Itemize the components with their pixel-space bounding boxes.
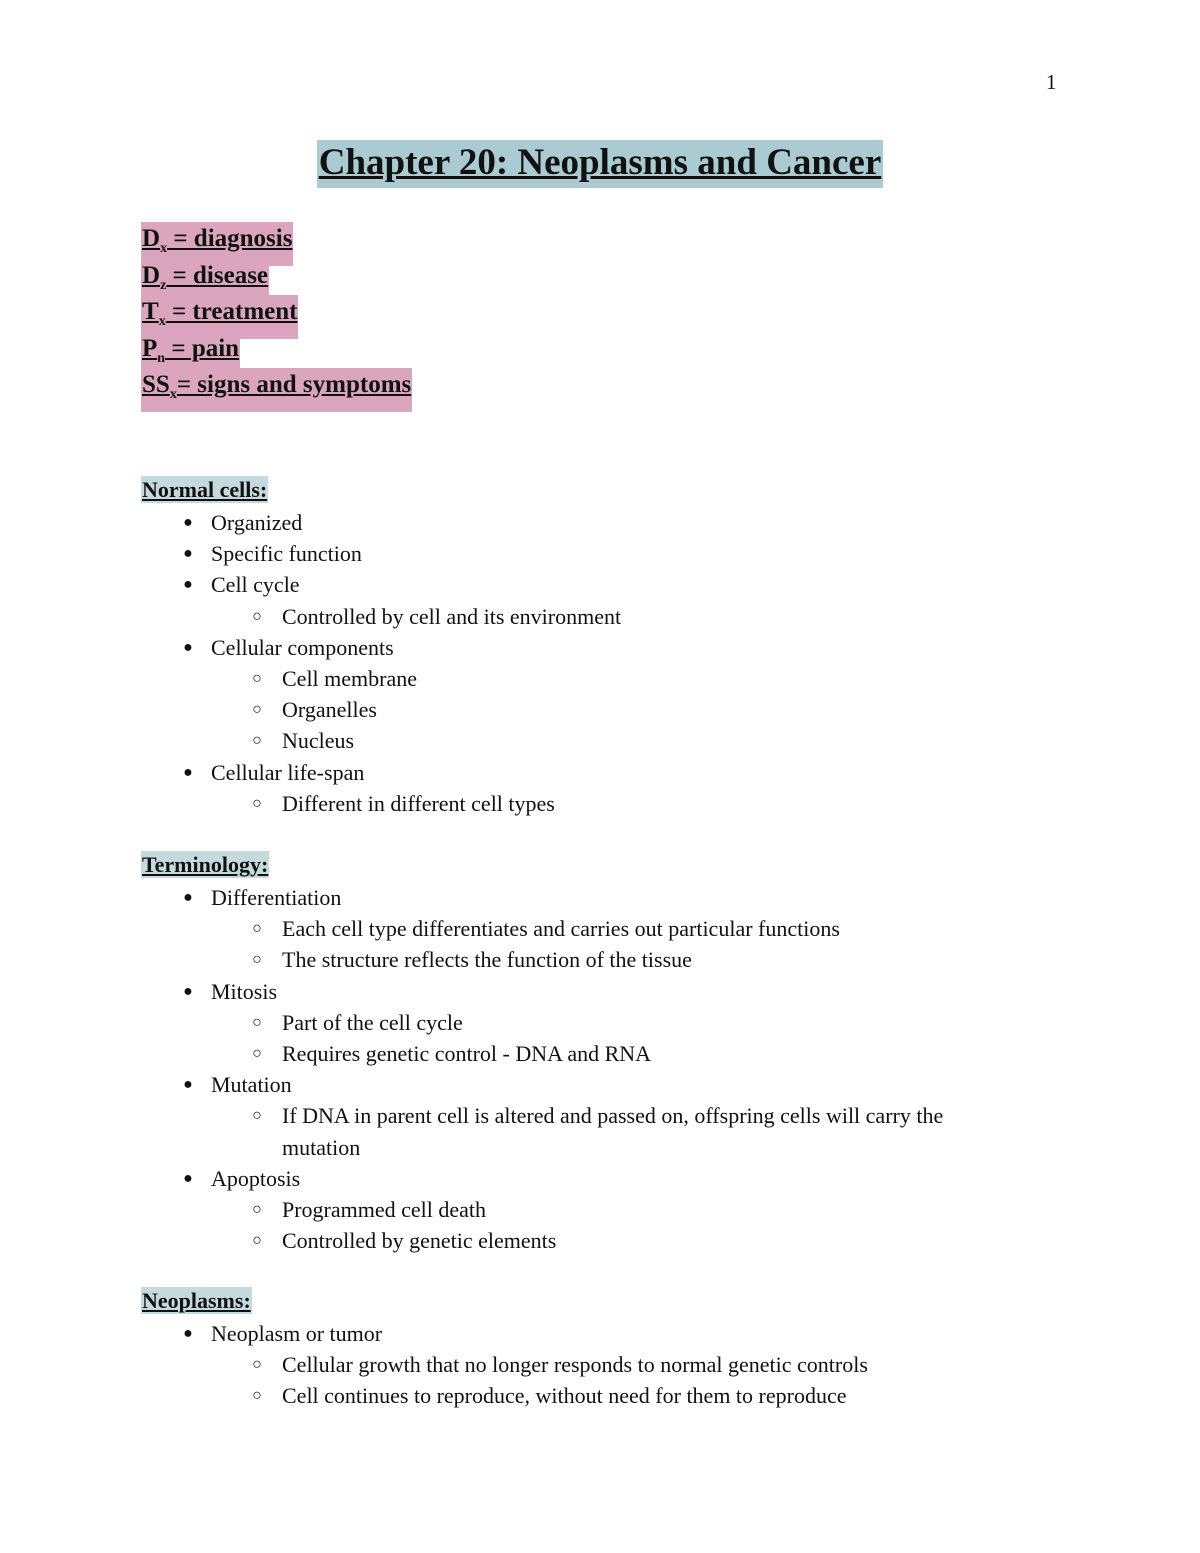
abbreviation-signs-symptoms bbox=[141, 368, 412, 412]
abbr-meaning: = disease bbox=[166, 261, 269, 289]
sub-list-item bbox=[141, 1349, 1012, 1380]
sub-list-item bbox=[141, 601, 1012, 632]
bullet-circle-icon: ○ bbox=[252, 920, 262, 938]
sub-list-item bbox=[141, 725, 1012, 756]
bullet-circle-icon: ○ bbox=[252, 670, 262, 688]
sub-list-item bbox=[141, 1380, 1012, 1411]
list-item-text: Controlled by genetic elements bbox=[282, 1228, 557, 1254]
list-item bbox=[141, 538, 1012, 569]
heading-line bbox=[141, 1287, 1012, 1318]
list-item-text: Programmed cell death bbox=[282, 1197, 487, 1223]
list-item-text: Controlled by cell and its environment bbox=[282, 603, 622, 629]
sub-list-item bbox=[141, 1038, 1012, 1069]
list-item-text: If DNA in parent cell is altered and passed on, offspring cells will carry the mutation bbox=[282, 1103, 944, 1160]
sub-list-item bbox=[141, 694, 1012, 725]
sub-list-item bbox=[141, 1100, 1012, 1162]
bullet-dot-icon: ● bbox=[183, 576, 193, 594]
section-normal-cells bbox=[141, 476, 1012, 819]
section-heading: Neoplasms: bbox=[142, 1288, 251, 1313]
list-item-text: Requires genetic control - DNA and RNA bbox=[282, 1041, 652, 1067]
abbreviation-line bbox=[141, 295, 412, 332]
bullet-dot-icon: ● bbox=[183, 638, 193, 656]
list-item-text: Neoplasm or tumor bbox=[211, 1321, 383, 1346]
sub-list-item bbox=[141, 1225, 1012, 1256]
bullet-dot-icon: ● bbox=[183, 1169, 193, 1187]
abbreviation-list bbox=[141, 222, 412, 405]
bullet-circle-icon: ○ bbox=[252, 1356, 262, 1374]
section-heading: Terminology: bbox=[142, 852, 269, 877]
sub-list-item bbox=[141, 663, 1012, 694]
abbr-base: D bbox=[142, 225, 161, 252]
abbr-sub: x bbox=[169, 387, 177, 402]
bullet-circle-icon: ○ bbox=[252, 1201, 262, 1219]
section-terminology bbox=[141, 851, 1012, 1256]
list-item bbox=[141, 882, 1012, 913]
list-item-text: Mitosis bbox=[211, 978, 278, 1004]
bullet-circle-icon: ○ bbox=[252, 1013, 262, 1031]
page-number: 1 bbox=[1046, 70, 1057, 94]
bullet-circle-icon: ○ bbox=[252, 1107, 262, 1125]
list-item bbox=[141, 757, 1012, 788]
list-item-text: Each cell type differentiates and carries out particular functions bbox=[282, 916, 840, 942]
list-item-text: Part of the cell cycle bbox=[282, 1009, 463, 1035]
abbr-base: SS bbox=[142, 371, 170, 398]
list-item-text: Different in different cell types bbox=[282, 790, 555, 816]
list-item bbox=[141, 976, 1012, 1007]
bullet-dot-icon: ● bbox=[183, 889, 193, 906]
bullet-dot-icon: ● bbox=[183, 514, 193, 531]
bullet-circle-icon: ○ bbox=[252, 1232, 262, 1250]
section-neoplasms bbox=[141, 1287, 1012, 1412]
abbr-sub: z bbox=[160, 277, 167, 293]
bullet-dot-icon: ● bbox=[183, 982, 193, 1000]
heading-line bbox=[141, 476, 1012, 507]
abbr-meaning: = pain bbox=[165, 334, 240, 362]
list-item-text: Cell membrane bbox=[282, 666, 418, 692]
list-item-text: Cellular growth that no longer responds to normal genetic controls bbox=[282, 1352, 868, 1378]
abbr-base: T bbox=[142, 298, 159, 325]
list-item-text: Differentiation bbox=[211, 885, 342, 910]
sub-list-item bbox=[141, 1194, 1012, 1225]
bullet-dot-icon: ● bbox=[183, 545, 193, 563]
sub-list-item bbox=[141, 1007, 1012, 1038]
bullet-dot-icon: ● bbox=[183, 1076, 193, 1094]
abbr-meaning: = signs and symptoms bbox=[176, 371, 412, 398]
bullet-circle-icon: ○ bbox=[252, 701, 262, 719]
title-container bbox=[0, 140, 1200, 188]
bullet-circle-icon: ○ bbox=[252, 607, 262, 625]
sub-list-item bbox=[141, 913, 1012, 944]
bullet-list bbox=[141, 1318, 1012, 1412]
abbr-base: D bbox=[142, 261, 161, 289]
list-item bbox=[141, 507, 1012, 538]
bullet-list bbox=[141, 507, 1012, 819]
bullet-circle-icon: ○ bbox=[252, 794, 262, 812]
heading-line bbox=[141, 851, 1012, 882]
list-item bbox=[141, 1163, 1012, 1194]
list-item-text: Cell cycle bbox=[211, 572, 300, 598]
list-item-text: Mutation bbox=[211, 1072, 292, 1098]
list-item bbox=[141, 569, 1012, 600]
bullet-dot-icon: ● bbox=[183, 1325, 193, 1342]
list-item-text: Cellular components bbox=[211, 634, 394, 660]
list-item-text: Specific function bbox=[211, 541, 362, 567]
sub-list-item bbox=[141, 944, 1012, 975]
abbr-meaning: = treatment bbox=[165, 298, 298, 325]
list-item bbox=[141, 1069, 1012, 1100]
bullet-dot-icon: ● bbox=[183, 763, 193, 781]
abbr-sub: x bbox=[160, 241, 168, 256]
bullet-circle-icon: ○ bbox=[252, 1387, 262, 1405]
list-item-text: Organized bbox=[211, 510, 303, 535]
list-item-text: Cellular life-span bbox=[211, 759, 365, 785]
bullet-circle-icon: ○ bbox=[252, 732, 262, 750]
page-title: Chapter 20: Neoplasms and Cancer bbox=[317, 140, 884, 188]
bullet-circle-icon: ○ bbox=[252, 951, 262, 969]
abbreviation-line bbox=[141, 222, 412, 259]
bullet-list bbox=[141, 882, 1012, 1256]
abbr-sub: x bbox=[158, 314, 166, 329]
abbr-meaning: = diagnosis bbox=[167, 225, 293, 252]
abbr-sub: n bbox=[157, 350, 166, 366]
list-item-text: Cell continues to reproduce, without need for them to reproduce bbox=[282, 1383, 847, 1409]
abbreviation-line bbox=[141, 368, 412, 405]
list-item bbox=[141, 1318, 1012, 1349]
list-item-text: Apoptosis bbox=[211, 1165, 301, 1191]
list-item bbox=[141, 632, 1012, 663]
list-item-text: Organelles bbox=[282, 697, 377, 723]
sub-list-item bbox=[141, 788, 1012, 819]
abbr-base: P bbox=[142, 334, 158, 362]
section-heading: Normal cells: bbox=[142, 477, 268, 502]
list-item-text: The structure reflects the function of the tissue bbox=[282, 947, 692, 973]
bullet-circle-icon: ○ bbox=[252, 1045, 262, 1063]
list-item-text: Nucleus bbox=[282, 728, 355, 754]
